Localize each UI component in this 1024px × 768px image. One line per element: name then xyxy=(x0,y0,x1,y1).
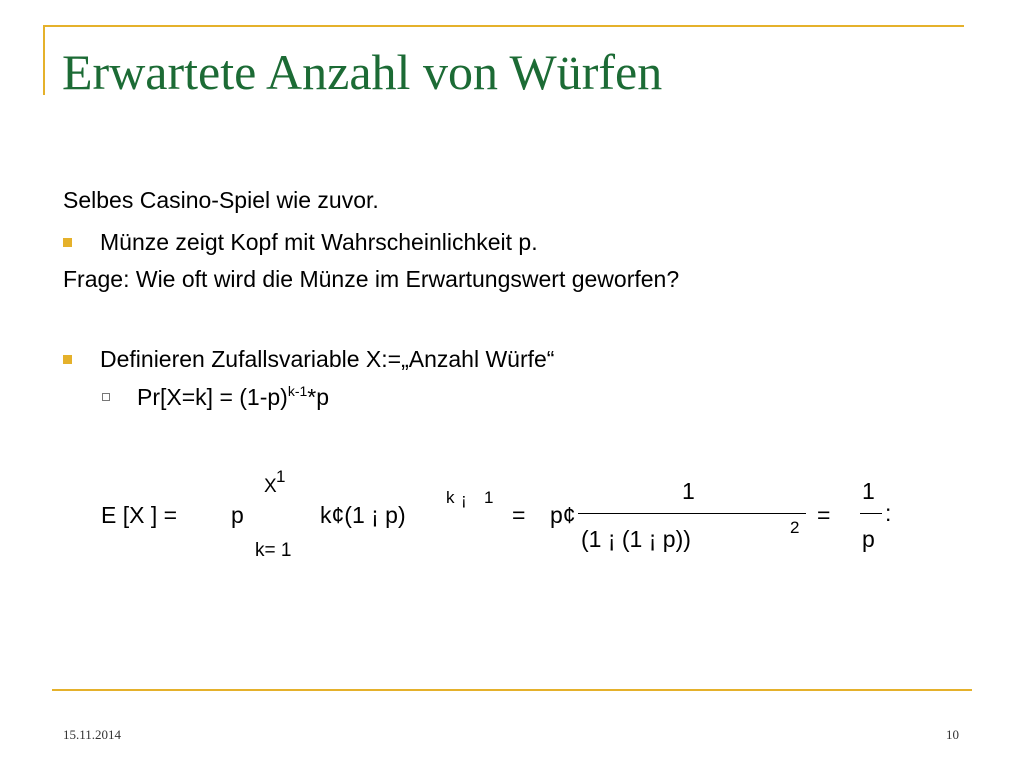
exponent-minus: ¡ xyxy=(461,490,467,509)
fraction-numerator: 1 xyxy=(682,478,695,504)
probability-exponent: k-1 xyxy=(287,383,308,399)
result-denominator: p xyxy=(862,526,875,552)
equals-sign: = xyxy=(512,502,526,528)
equals-sign: = xyxy=(817,502,831,528)
slide-title: Erwartete Anzahl von Würfen xyxy=(62,44,663,100)
formula-lhs: E [X ] = xyxy=(101,502,178,528)
result-fraction-bar xyxy=(860,513,882,514)
formula-p: p xyxy=(231,502,244,528)
intro-line: Selbes Casino-Spiel wie zuvor. xyxy=(63,187,379,213)
sum-symbol: X xyxy=(264,476,277,497)
bullet-random-variable: Definieren Zufallsvariable X:=„Anzahl Würfe“ xyxy=(100,346,555,372)
denominator-exponent: 2 xyxy=(790,518,800,537)
bottom-rule xyxy=(52,689,972,691)
probability-expression: Pr[X=k] = (1-p) xyxy=(137,384,288,410)
exponent-one: 1 xyxy=(484,488,494,507)
probability-factor: *p xyxy=(307,384,330,410)
result-numerator: 1 xyxy=(862,478,875,504)
formula-end-mark: : xyxy=(885,500,892,526)
bullet-coin: Münze zeigt Kopf mit Wahrscheinlichkeit p. xyxy=(100,229,538,255)
exponent-k: k xyxy=(446,488,455,507)
fraction-bar xyxy=(578,513,806,514)
footer-date: 15.11.2014 xyxy=(63,727,122,742)
sum-lower-limit: k= 1 xyxy=(255,540,292,561)
fraction-denominator: (1 ¡ (1 ¡ p)) xyxy=(581,526,691,552)
formula-p-cent: p¢ xyxy=(550,502,576,528)
sum-upper-limit: 1 xyxy=(276,467,286,486)
page-number: 10 xyxy=(946,727,959,742)
question-line: Frage: Wie oft wird die Münze im Erwartungswert geworfen? xyxy=(63,266,680,292)
summand-term: k¢(1 ¡ p) xyxy=(320,502,406,528)
